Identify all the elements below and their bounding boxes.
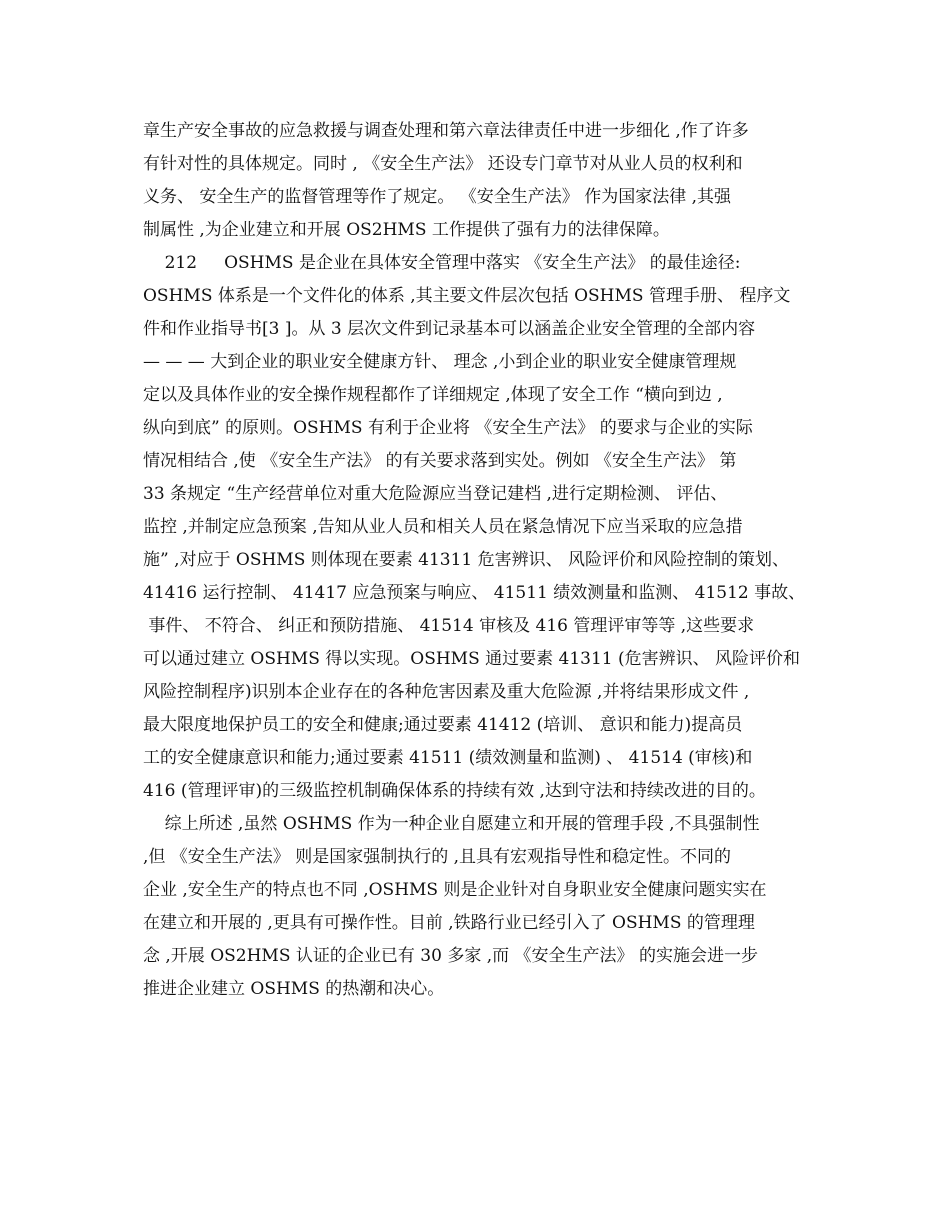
text-line: 定以及具体作业的安全操作规程都作了详细规定 ,体现了安全工作 “横向到边 , [143,385,723,405]
text-line: 事件、 不符合、 纠正和预防措施、 41514 审核及 416 管理评审等等 ,这些要求 [143,616,755,636]
text-line: 工的安全健康意识和能力;通过要素 41511 (绩效测量和监测) 、 41514 (审核)和 [143,748,753,768]
paragraph-1 [143,115,823,247]
text-line: 风险控制程序)识别本企业存在的各种危害因素及重大危险源 ,并将结果形成文件 , [143,682,750,702]
text-line: 件和作业指导书[3 ]。从 3 层次文件到记录基本可以涵盖企业安全管理的全部内容 [143,319,756,339]
text-line: 最大限度地保护员工的安全和健康;通过要素 41412 (培训、 意识和能力)提高员 [143,715,743,735]
document-body [143,115,823,1006]
text-line: 有针对性的具体规定。同时 , 《安全生产法》 还设专门章节对从业人员的权利和 [143,154,743,174]
text-line: 33 条规定 “生产经营单位对重大危险源应当登记建档 ,进行定期检测、 评估、 [143,484,728,504]
text-line: ,但 《安全生产法》 则是国家强制执行的 ,且具有宏观指导性和稳定性。不同的 [143,847,732,867]
text-line: 情况相结合 ,使 《安全生产法》 的有关要求落到实处。例如 《安全生产法》 第 [143,451,737,471]
text-line: — — — 大到企业的职业安全健康方针、 理念 ,小到企业的职业安全健康管理规 [143,352,737,372]
text-line: 义务、 安全生产的监督管理等作了规定。 《安全生产法》 作为国家法律 ,其强 [143,187,732,207]
text-line: 监控 ,并制定应急预案 ,告知从业人员和相关人员在紧急情况下应当采取的应急措 [143,517,743,537]
text-line: 可以通过建立 OSHMS 得以实现。OSHMS 通过要素 41311 (危害辨识、 风险评价和 [143,649,801,669]
text-line: OSHMS 体系是一个文件化的体系 ,其主要文件层次包括 OSHMS 管理手册、 程序文 [143,286,791,306]
text-line: 制属性 ,为企业建立和开展 OS2HMS 工作提供了强有力的法律保障。 [143,220,670,240]
text-line: 综上所述 ,虽然 OSHMS 作为一种企业自愿建立和开展的管理手段 ,不具强制性 [143,814,760,834]
text-line: 41416 运行控制、 41417 应急预案与响应、 41511 绩效测量和监测、 41512 事故、 [143,583,806,603]
text-line: 念 ,开展 OS2HMS 认证的企业已有 30 多家 ,而 《安全生产法》 的实施会进一步 [143,946,758,966]
paragraph-3 [143,808,823,1006]
text-line: 章生产安全事故的应急救援与调查处理和第六章法律责任中进一步细化 ,作了许多 [143,121,749,141]
paragraph-2 [143,247,823,808]
text-line: 施” ,对应于 OSHMS 则体现在要素 41311 危害辨识、 风险评价和风险控制的策划、 [143,550,790,570]
text-line: 416 (管理评审)的三级监控机制确保体系的持续有效 ,达到守法和持续改进的目的。 [143,781,766,801]
text-line: 212 OSHMS 是企业在具体安全管理中落实 《安全生产法》 的最佳途径: [143,253,741,273]
text-line: 在建立和开展的 ,更具有可操作性。目前 ,铁路行业已经引入了 OSHMS 的管理理 [143,913,755,933]
text-line: 纵向到底” 的原则。OSHMS 有利于企业将 《安全生产法》 的要求与企业的实际 [143,418,753,438]
text-line: 企业 ,安全生产的特点也不同 ,OSHMS 则是企业针对自身职业安全健康问题实实在 [143,880,767,900]
text-line: 推进企业建立 OSHMS 的热潮和决心。 [143,979,445,999]
